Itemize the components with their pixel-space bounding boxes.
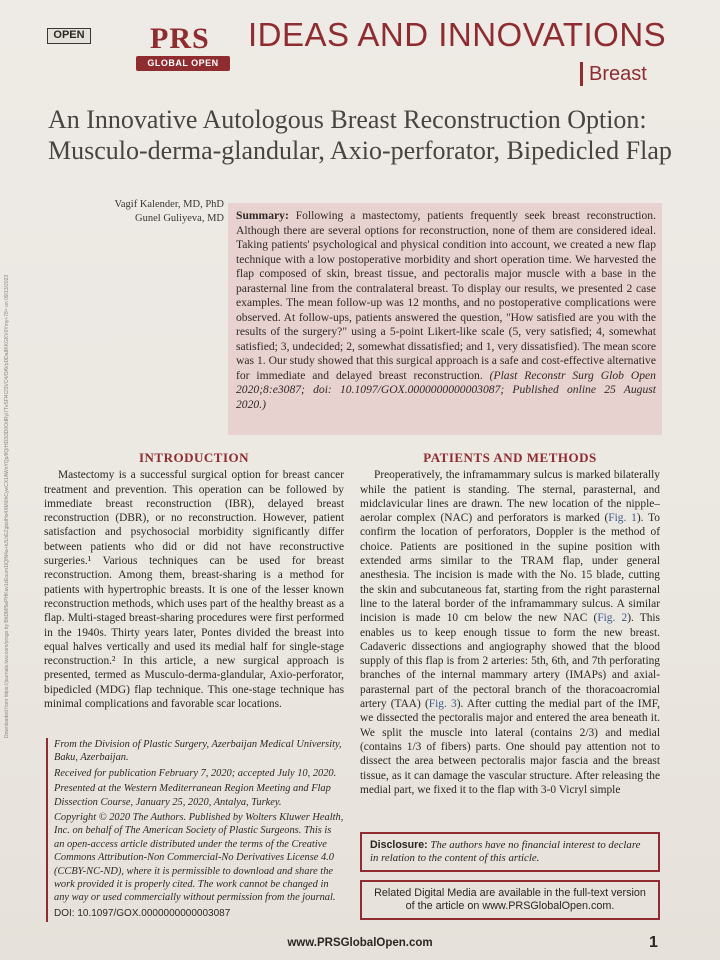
- author-name: Vagif Kalender, MD, PhD: [114, 199, 224, 210]
- category-label: Breast: [580, 62, 647, 86]
- logo-main-text: PRS: [150, 22, 210, 55]
- disclosure-box: [360, 832, 660, 872]
- download-notice: Downloaded from https://journals.lww.com/prsgo by BhDMf5ePHKav1zEoum1tQfN4a+kJLhEZgbsIHo4XMi0hCywCX1AWnYQp/IlQrHD3i3D0OdRyi7TvSFl4Cf3VC4/OAVpDDa8KKGKV0Ymy+78= on 09/13/2023: [4, 274, 10, 738]
- disclosure-label: Disclosure:: [370, 839, 428, 851]
- methods-text-part: ). After cutting the medial part of the IMF, we dissected the pectoralis major and entered the area beneath it. We split the muscle into lateral (contains 2/3) and medial (contains 1/3 of fibers) parts. One should pay attention not to dissect the area between pectoralis major fascia and the breast tissue, as it can damage the vascular structure. After releasing the medial part, we fixed it to the flap with 3-0 Vicryl simple: [360, 698, 660, 796]
- article-title: An Innovative Autologous Breast Reconstruction Option: Musculo-derma-glandular, Axio-perforator, Bipedicled Flap: [48, 105, 672, 165]
- affiliation-received: Received for publication February 7, 2020; accepted July 10, 2020.: [54, 767, 337, 779]
- summary-label: Summary:: [236, 209, 289, 222]
- methods-heading: PATIENTS AND METHODS: [423, 450, 597, 465]
- introduction-text: Mastectomy is a successful surgical option for breast cancer treatment and prevention. This operation can be followed by immediate breast reconstruction (IBR), delayed breast reconstruction (DBR), or no reconstruction. However, patient satisfaction and psychosocial morbidity significantly differ between patients who did or did not have reconstructive surgeries.¹ Various techniques can be used for breast reconstruction. Among them, breast-sharing is a method for patients with hypertrophic breasts. It is one of the lesser known reconstruction methods, which uses part of the healthy breast as a flap. Multi-staged breast-sharing procedures were first performed in the 1940s. Thirty years later, Pontes divided the breast into equal halves vertically and used its medial half for single-stage reconstruction.² In this article, a new surgical approach is presented, termed as Musculo-derma-glandular, Axio-perforator, bipedicled (MDG) flap technique. This one-stage technique has minimal complications and favorable scar locations.: [44, 469, 344, 711]
- summary-citation: (Plast Reconstr Surg Glob Open 2020;8:e3087; doi: 10.1097/GOX.0000000000003087; Published online 25 August 2020.): [236, 368, 656, 411]
- footer-url[interactable]: www.PRSGlobalOpen.com: [287, 937, 433, 949]
- introduction-heading: INTRODUCTION: [138, 450, 249, 465]
- open-access-badge: OPEN: [47, 28, 91, 44]
- figure-2-link[interactable]: Fig. 2: [597, 612, 628, 625]
- affiliation-presented: Presented at the Western Mediterranean Region Meeting and Flap Dissection Course, January 25, 2020, Antalya, Turkey.: [54, 783, 331, 808]
- affiliation-doi[interactable]: DOI: 10.1097/GOX.0000000000003087: [54, 907, 231, 919]
- prs-global-open-logo: [136, 22, 236, 74]
- figure-3-link[interactable]: Fig. 3: [428, 698, 457, 711]
- section-title: IDEAS AND INNOVATIONS: [248, 16, 667, 53]
- methods-text: [360, 468, 660, 797]
- affiliation-copyright: Copyright © 2020 The Authors. Published by Wolters Kluwer Health, Inc. on behalf of The American Society of Plastic Surgeons. This is an open-access article distributed under the terms of the Creative Commons Attribution-Non Commercial-No Derivatives License 4.0 (CCBY-NC-ND), where it is permissible to download and share the work provided it is properly cited. The work cannot be changed in any way or used commercially without permission from the journal.: [54, 812, 344, 904]
- methods-column: [360, 451, 660, 797]
- methods-text-part: ). To confirm the location of perforators, Doppler is the method of choice. Patients are positioned in the supine position with extended arms similar to the TRAM flap, under general anesthesia. The incision is made with the No. 15 blade, cutting the skin and subcutaneous fat, starting from the right parasternal line to the lateral border of the inframammary sulcus. A similar incision is made 10 cm below the new NAC (: [360, 512, 660, 625]
- author-name: Gunel Guliyeva, MD: [135, 213, 224, 224]
- related-media-box: Related Digital Media are available in the full-text version of the article on www.PRSGlobalOpen.com.: [360, 880, 660, 920]
- introduction-column: [44, 451, 344, 711]
- methods-text-part: Preoperatively, the inframammary sulcus is marked bilaterally while the patient is standing. The sternal, parasternal, and midclavicular lines are drawn. The new location of the nipple–aerolar complex (NAC) and perforators is marked (: [360, 469, 660, 525]
- disclosure-text: The authors have no financial interest to declare in relation to the content of this article.: [370, 839, 641, 864]
- methods-text-part: ). This enables us to keep enough tissue to form the new breast. Cadaveric dissections and angiography showed that the blood supply of this flap is from 2 arteries: 5th, 6th, and 7th perforating branches of the internal mammary artery (IMAPs) and axial-parasternal part of the pectoral branch of the thoracoacromial artery (TAA) (: [360, 612, 660, 711]
- page-number: 1: [649, 934, 658, 951]
- summary-box: [228, 203, 662, 435]
- figure-1-link[interactable]: Fig. 1: [608, 512, 637, 525]
- affiliation-notes: [46, 738, 344, 922]
- summary-text: Following a mastectomy, patients frequently seek breast reconstruction. Although there are several options for reconstruction, none of them are considered ideal. Taking patients' psychological and physical condition into account, we created a new flap technique with a low postoperative morbidity and short operation time. We harvested the flap composed of skin, breast tissue, and pectoralis major muscle with a base in the parasternal line from the contralateral breast. To display our results, we presented 2 case examples. The mean follow-up was 12 months, and no postoperative complications were observed. At follow-ups, patients answered the question, "How satisfied are you with the results of the surgery?" using a 5-point Likert-like scale (5, very satisfied; 4, somewhat satisfied; 3, undecided; 2, somewhat dissatisfied; and 1, very dissatisfied). The mean score was 1. Our study showed that this surgical approach is a safe and cost-effective alternative for immediate and delayed breast reconstruction.: [236, 209, 656, 382]
- author-list: [96, 198, 224, 226]
- logo-sub-text: GLOBAL OPEN: [136, 56, 230, 71]
- affiliation-division: From the Division of Plastic Surgery, Azerbaijan Medical University, Baku, Azerbaijan.: [54, 739, 342, 764]
